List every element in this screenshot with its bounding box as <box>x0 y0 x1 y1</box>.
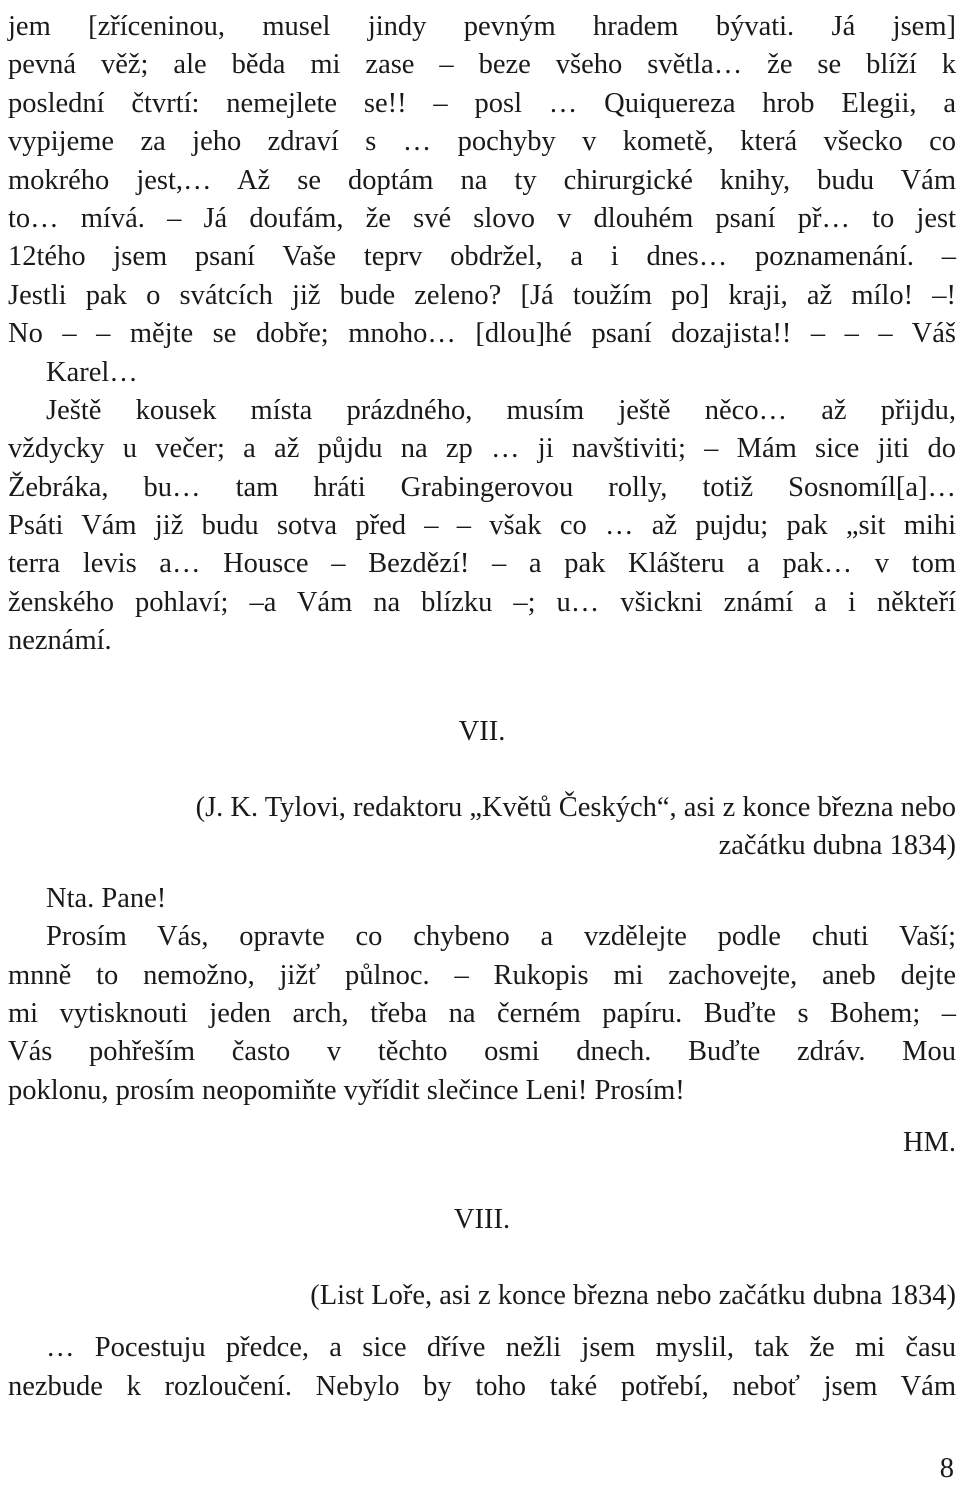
text-line: Psáti Vám již budu sotva před – – však co … až pujdu; pak „sit mihi <box>8 510 956 542</box>
salutation: Nta. Pane! <box>46 882 167 914</box>
section-heading: VII. <box>458 715 506 747</box>
text-line: No – – mějte se dobře; mnoho… [dlou]hé psaní dozajista!! – – – Váš <box>8 318 956 350</box>
text-line: jem [zříceninou, musel jindy pevným hradem bývati. Já jsem] <box>8 11 956 42</box>
signature: HM. <box>902 1127 956 1159</box>
letter-continuation <box>8 8 956 661</box>
text-line: Ještě kousek místa prázdného, musím ještě něco… až přijdu, <box>46 394 956 426</box>
text-line: pevná věž; ale běda mi zase – beze všeho světla… že se blíží k <box>8 49 956 81</box>
text-line: Jestli pak o svátcích již bude zeleno? [Já toužím po] kraji, až mílo! –! <box>8 279 956 311</box>
text-line: mnně to nemožno, jižť půlnoc. – Rukopis mi zachovejte, aneb dejte <box>8 959 956 991</box>
text-line: neznámí. <box>8 625 112 657</box>
letter-address: začátku dubna 1834) <box>718 830 956 862</box>
text-line: mi vytisknouti jeden arch, třeba na černém papíru. Buďte s Bohem; – <box>8 997 956 1029</box>
text-line: poslední čtvrtí: nemejlete se!! – posl … Quiquereza hrob Elegii, a <box>8 87 956 119</box>
text-line: … Pocestuju předce, a sice dříve nežli jsem myslil, tak že mi času <box>46 1332 956 1364</box>
section-heading: VIII. <box>453 1203 511 1235</box>
text-line: vždycky u večer; a až půjdu na zp … ji navštiviti; – Mám sice jiti do <box>8 433 956 465</box>
letter-vii <box>8 713 956 1163</box>
document-page <box>8 8 956 1406</box>
page-number: 8 <box>939 1453 954 1484</box>
text-line: Prosím Vás, opravte co chybeno a vzdělejte podle chuti Vaší; <box>46 921 956 953</box>
letter-address: (List Loře, asi z konce března nebo začátku dubna 1834) <box>310 1279 956 1311</box>
text-line: terra levis a… Housce – Bezdězí! – a pak Klášteru a pak… v tom <box>8 548 956 580</box>
signature-line: Karel… <box>46 356 138 388</box>
text-line: vypijeme za jeho zdraví s … pochyby v kometě, která všecko co <box>8 126 956 158</box>
text-line: ženského pohlaví; –a Vám na blízku –; u… všickni známí a i někteří <box>8 586 956 618</box>
text-line: nezbude k rozloučení. Nebylo by toho také potřebí, neboť jsem Vám <box>8 1370 956 1402</box>
text-line: Žebráka, bu… tam hráti Grabingerovou rolly, totiž Sosnomíl[a]… <box>8 471 956 503</box>
text-line: Vás pohřeším často v těchto osmi dnech. Buďte zdráv. Mou <box>8 1036 956 1068</box>
letter-viii <box>8 1201 956 1407</box>
text-line: to… mívá. – Já doufám, že své slovo v dlouhém psaní př… to jest <box>8 202 956 234</box>
letter-address: (J. K. Tylovi, redaktoru „Květů Českých“, asi z konce března nebo <box>195 792 956 824</box>
text-line: 12tého jsem psaní Vaše teprv obdržel, a i dnes… poznamenání. – <box>8 241 956 273</box>
text-line: mokrého jest,… Až se doptám na ty chirurgické knihy, budu Vám <box>8 164 956 196</box>
text-line: poklonu, prosím neopomiňte vyřídit slečince Leni! Prosím! <box>8 1074 685 1106</box>
